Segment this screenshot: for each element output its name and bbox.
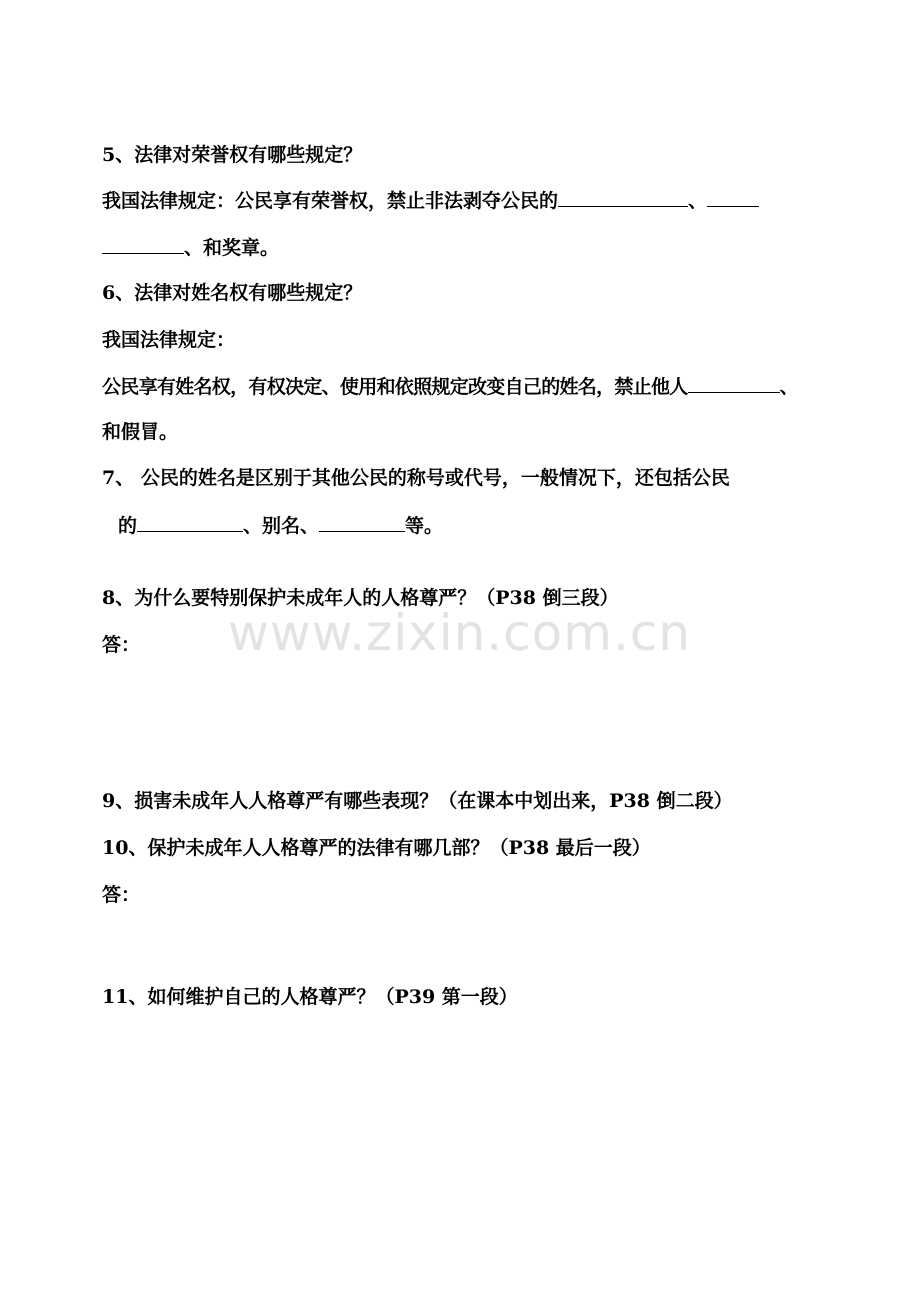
question-5-text: 我国法律规定：公民享有荣誉权，禁止非法剥夺公民的 (102, 190, 559, 212)
question-6-text: 公民享有姓名权，有权决定、使用和依照规定改变自己的姓名，禁止他人 (102, 376, 688, 398)
question-7-line-1: 7、 公民的姓名是区别于其他公民的称号或代号，一般情况下，还包括公民 (102, 467, 730, 489)
answer-blank[interactable] (102, 235, 184, 254)
separator: 、别名、 (243, 515, 320, 537)
question-7-head: 的 (118, 515, 138, 537)
question-5-line-2 (102, 235, 279, 260)
question-7-tail: 等。 (405, 515, 444, 537)
answer-blank[interactable] (137, 513, 243, 532)
question-5-title: 5、法律对荣誉权有哪些规定？ (102, 144, 363, 166)
question-6-line-2: 和假冒。 (102, 421, 179, 443)
separator: 、 (779, 376, 798, 398)
question-10-answer-label: 答： (102, 884, 141, 906)
question-5-tail: 、和奖章。 (184, 237, 280, 259)
question-5-line-1 (102, 188, 759, 213)
question-8-title: 8、为什么要特别保护未成年人的人格尊严？（P38 倒三段） (102, 587, 619, 609)
question-6-line-1 (102, 374, 798, 399)
watermark: www.zixin.com.cn (228, 604, 692, 662)
question-6-intro: 我国法律规定： (102, 329, 236, 351)
answer-blank[interactable] (688, 374, 780, 393)
separator: 、 (688, 190, 708, 212)
answer-blank[interactable] (319, 513, 405, 532)
question-8-answer-label: 答： (102, 634, 141, 656)
question-9-title: 9、损害未成年人人格尊严有哪些表现？（在课本中划出来，P38 倒二段） (102, 790, 733, 812)
answer-blank[interactable] (558, 188, 688, 207)
question-10-title: 10、保护未成年人人格尊严的法律有哪几部？（P38 最后一段） (102, 837, 651, 859)
question-7-line-2 (118, 513, 443, 538)
answer-blank[interactable] (707, 188, 759, 207)
question-11-title: 11、如何维护自己的人格尊严？（P39 第一段） (102, 986, 518, 1008)
question-6-title: 6、法律对姓名权有哪些规定？ (102, 282, 363, 304)
